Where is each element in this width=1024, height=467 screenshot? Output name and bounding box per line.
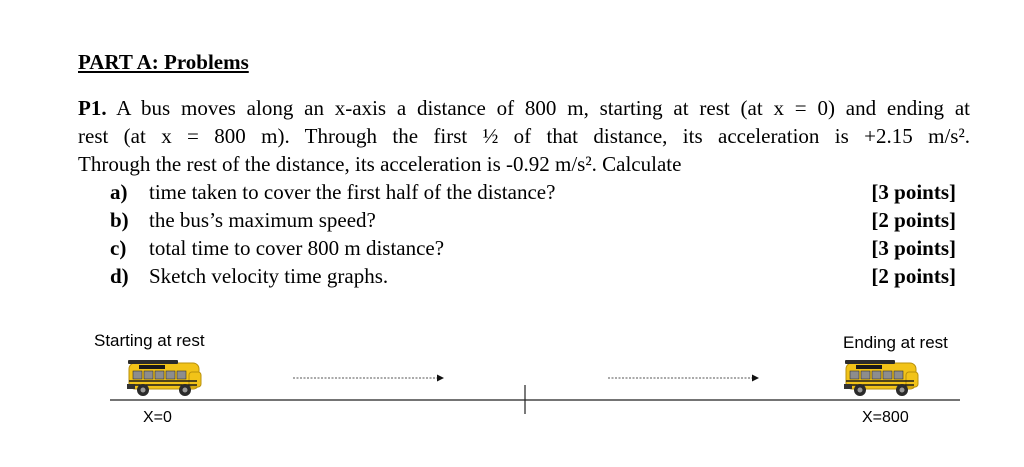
question-letter: d): [110, 264, 129, 288]
problem-line-1: P1. A bus moves along an x-axis a distance of 800 m, starting at rest (at x = 0) and ending at: [78, 96, 970, 120]
question-points: [2 points]: [871, 264, 956, 288]
start-position-label: X=0: [143, 409, 172, 426]
question-text: Sketch velocity time graphs.: [149, 264, 389, 288]
start-caption: Starting at rest: [94, 331, 205, 350]
arrow-right-icon: [293, 375, 444, 382]
question-letter: a): [110, 180, 128, 204]
question-text: total time to cover 800 m distance?: [149, 236, 445, 260]
question-text: time taken to cover the first half of the distance?: [149, 180, 556, 204]
question-points: [3 points]: [871, 180, 956, 204]
problem-label: P1.: [78, 96, 107, 120]
question-points: [2 points]: [871, 208, 956, 232]
question-text: the bus’s maximum speed?: [149, 208, 376, 232]
question-letter: b): [110, 208, 129, 232]
problem-line-2: rest (at x = 800 m). Through the first ½ of that distance, its acceleration is +2.15 m/s².: [78, 124, 970, 148]
question-letter: c): [110, 236, 127, 260]
school-bus-icon: [127, 360, 201, 396]
school-bus-icon: [844, 360, 918, 396]
problem-line-3: Through the rest of the distance, its acceleration is -0.92 m/s². Calculate: [78, 152, 682, 176]
end-caption: Ending at rest: [843, 333, 948, 352]
end-position-label: X=800: [862, 409, 909, 426]
section-title: PART A: Problems: [78, 50, 249, 74]
arrow-right-icon: [608, 375, 759, 382]
question-points: [3 points]: [871, 236, 956, 260]
